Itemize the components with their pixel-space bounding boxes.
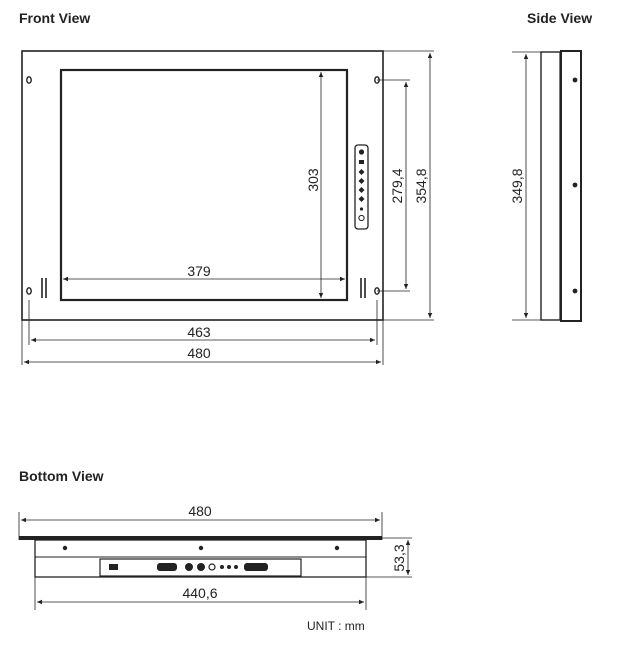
mount-hole	[27, 288, 31, 294]
dim-label-354-8: 354,8	[413, 168, 429, 204]
io-connectors	[109, 563, 268, 571]
dim-label-303: 303	[305, 168, 321, 192]
side-screw	[573, 78, 578, 83]
dim-label-440-6: 440,6	[182, 585, 218, 601]
front-view	[22, 51, 434, 365]
vent-slots-left	[42, 278, 46, 298]
unit-note: UNIT : mm	[307, 619, 365, 633]
control-buttons	[359, 149, 365, 220]
mount-hole	[27, 77, 31, 83]
front-view-title: Front View	[19, 10, 91, 26]
dim-label-480-front: 480	[187, 345, 211, 361]
side-screw	[573, 183, 578, 188]
dim-label-53-3: 53,3	[391, 544, 407, 572]
dim-label-480-bottom: 480	[188, 503, 212, 519]
dim-label-349-8: 349,8	[509, 168, 525, 204]
dim-label-379: 379	[187, 263, 211, 279]
vent-slots-right	[361, 278, 365, 298]
dim-label-279-4: 279,4	[389, 168, 405, 204]
front-bezel	[22, 51, 383, 320]
side-view-title: Side View	[527, 10, 593, 26]
bottom-view-title: Bottom View	[19, 468, 104, 484]
side-screw	[573, 289, 578, 294]
dim-label-463: 463	[187, 324, 211, 340]
